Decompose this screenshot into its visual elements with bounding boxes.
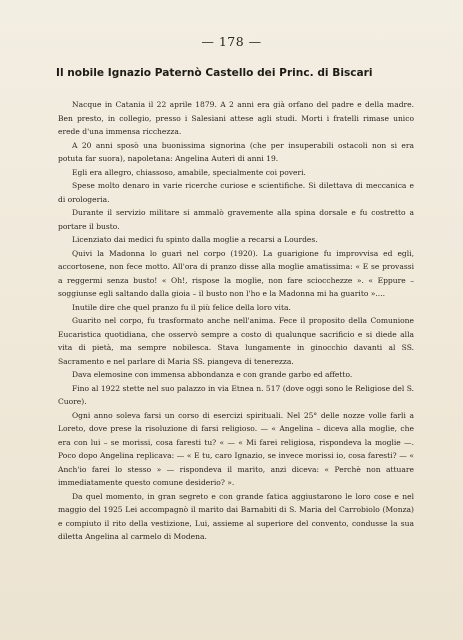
page-title: Il nobile Ignazio Paternò Castello dei Princ. di Biscari [56, 67, 373, 79]
page-number: — 178 — [201, 34, 262, 49]
paragraph: Guarito nel corpo, fu trasformato anche nell'anima. Fece il proposito della Comunione Eucaristica quotidiana, che osservò sempre a costo di qualunque sacrificio e si diede alla vita di pietà, ma sempre nobilesca. Stava lungamente in ginocchio davanti al SS. Sacramento e nel parlare di Maria SS. piangeva di tenerezza. [58, 316, 414, 366]
paragraph: Quivi la Madonna lo guarì nel corpo (1920). La guarigione fu improvvisa ed egli, accortosene, non fece motto. All'ora di pranzo disse alla moglie amatissima: « E se provassi a reggermi senza busto! « Oh!, rispose la moglie, non fare sciocchezze ». « Eppure – soggiunse egli saltando dalla gioia – il busto non l'ho e la Madonna mi ha guarito ».... [58, 248, 414, 298]
paragraph: Nacque in Catania il 22 aprile 1879. A 2 anni era già orfano del padre e della madre. Ben presto, in collegio, presso i Salesiani attese agli studi. Morti i fratelli rimase unico erede d'una immensa ricchezza. [58, 100, 414, 136]
paragraph: Ogni anno soleva farsi un corso di esercizi spirituali. Nel 25° delle nozze volle farli a Loreto, dove prese la risoluzione di farsi religioso. — « Angelina – diceva alla moglie, che era con lui – se morissi, cosa faresti tu? « — « Mi farei religiosa, rispondeva la moglie —. Poco dopo Angelina replicava: — « E tu, caro Ignazio, se invece morissi io, cosa faresti? — « Anch'io farei lo stesso » — rispondeva il marito, anzi diceva: « Perchè non attuare immediatamente questo comune desiderio? ». [58, 410, 414, 487]
paragraph: Licenziato dai medici fu spinto dalla moglie a recarsi a Lourdes. [72, 235, 318, 244]
body-text [58, 98, 414, 544]
paragraph: Fino al 1922 stette nel suo palazzo in via Etnea n. 517 (dove oggi sono le Religiose del S. Cuore). [58, 383, 414, 406]
paragraph: Egli era allegro, chiassoso, amabile, specialmente coi poveri. [72, 167, 306, 177]
paragraph: Dava elemosine con immensa abbondanza e con grande garbo ed affetto. [72, 370, 353, 379]
paragraph: A 20 anni sposò una buonissima signorina (che per insuperabili ostacoli non si era potuta far suora), napoletana: Angelina Auteri di anni 19. [58, 140, 414, 163]
paragraph: Inutile dire che quel pranzo fu il più felice della loro vita. [72, 302, 291, 312]
paragraph: Da quel momento, in gran segreto e con grande fatica aggiustarono le loro cose e nel maggio del 1925 Lei accompagnò il marito dai Barnabiti di S. Maria del Carrobiolo (Monza) e compiuto il rito della vestizione, Lui, assieme al superiore del convento, condusse la sua diletta Angelina al carmelo di Modena. [58, 491, 414, 541]
paragraph: Durante il servizio militare si ammalò gravemente alla spina dorsale e fu costretto a portare il busto. [58, 208, 414, 231]
paragraph: Spese molto denaro in varie ricerche curiose e scientifiche. Si dilettava di meccanica e di orologeria. [58, 181, 414, 204]
